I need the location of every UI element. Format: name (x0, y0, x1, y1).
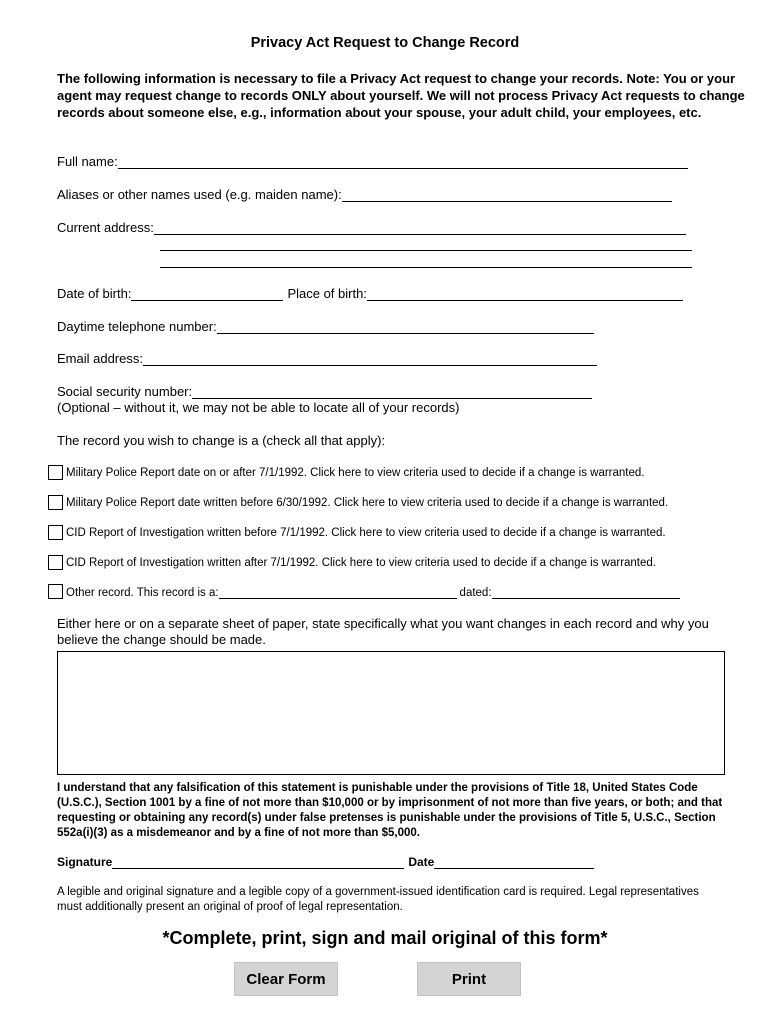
full-name-label: Full name: (57, 154, 118, 169)
daytime-phone-label: Daytime telephone number: (57, 319, 217, 334)
form-title: Privacy Act Request to Change Record (250, 35, 520, 51)
checkbox-row-other-record (48, 584, 680, 599)
place-of-birth-field[interactable] (367, 287, 683, 301)
clear-form-button[interactable]: Clear Form (234, 962, 338, 996)
address-line-1-field[interactable] (154, 221, 686, 235)
checkbox-row-mp-after-1992 (48, 465, 645, 480)
dob-label: Date of birth: (57, 286, 132, 301)
changes-prompt: Either here or on a separate sheet of paper, state specifically what you want changes in each record and why you believe the change should be made. (57, 616, 709, 647)
checkbox-label: Military Police Report date on or after 7/1/1992. Click here to view criteria used to decide if a change is warranted. (66, 466, 645, 479)
place-of-birth-label: Place of birth: (287, 286, 367, 301)
checkbox-label: CID Report of Investigation written after 7/1/1992. Click here to view criteria used to decide if a change is warranted. (66, 556, 656, 569)
aliases-field[interactable] (342, 188, 672, 202)
daytime-phone-field[interactable] (217, 320, 594, 334)
ssn-label: Social security number: (57, 384, 193, 399)
aliases-label: Aliases or other names used (e.g. maiden name): (57, 187, 342, 202)
instructions-callout: *Complete, print, sign and mail original of this form* (162, 928, 608, 948)
current-address-label: Current address: (57, 220, 154, 235)
phone-row (57, 319, 594, 334)
signature-row (57, 855, 594, 869)
full-name-row (57, 154, 688, 169)
aliases-row (57, 187, 672, 202)
signature-field[interactable] (112, 855, 404, 869)
checkbox-row-cid-after-1992 (48, 555, 656, 570)
mp-before-1992-checkbox[interactable] (48, 495, 63, 510)
signature-label: Signature (57, 855, 113, 869)
date-label: Date (408, 855, 435, 869)
print-button[interactable]: Print (417, 962, 521, 996)
checkbox-row-cid-before-1992 (48, 525, 666, 540)
checkbox-label: Military Police Report date written before 6/30/1992. Click here to view criteria used to decide if a change is warranted. (66, 496, 669, 509)
dob-field[interactable] (131, 287, 283, 301)
ssn-row (57, 384, 592, 399)
checkbox-label: CID Report of Investigation written before 7/1/1992. Click here to view criteria used to decide if a change is warranted. (66, 526, 666, 539)
other-record-date-field[interactable] (492, 587, 680, 599)
ssn-note: (Optional – without it, we may not be able to locate all of your records) (57, 400, 460, 415)
date-field[interactable] (434, 855, 594, 869)
cid-before-1992-checkbox[interactable] (48, 525, 63, 540)
intro-paragraph: The following information is necessary to file a Privacy Act request to change your records. Note: You or your agent may request change to records ONLY about yourself. We will not process Privacy Act requests to change records about someone else, e.g., information about your spouse, your adult child, your employees, etc. (57, 71, 745, 120)
other-record-checkbox[interactable] (48, 584, 63, 599)
mp-after-1992-checkbox[interactable] (48, 465, 63, 480)
email-label: Email address: (57, 351, 143, 366)
current-address-row (57, 220, 686, 235)
other-record-dated-label: dated: (459, 587, 492, 599)
record-prompt: The record you wish to change is a (check all that apply): (57, 433, 386, 448)
full-name-field[interactable] (118, 155, 688, 169)
other-record-label: Other record. This record is a: (66, 587, 219, 599)
birth-row (57, 286, 683, 301)
address-line-3-field[interactable] (160, 267, 692, 268)
ssn-field[interactable] (192, 385, 592, 399)
id-requirement-note: A legible and original signature and a legible copy of a government-issued identification card is required. Legal representatives must additionally present an original of proof of legal representation. (57, 886, 699, 913)
email-row (57, 351, 597, 366)
legal-statement: I understand that any falsification of this statement is punishable under the provisions of Title 18, United States Code (U.S.C.), Section 1001 by a fine of not more than $10,000 or by imprisonment of not more than five years, or both; and that requesting or obtaining any record(s) under false pretenses is punishable under the provisions of Title 5, U.S.C., Section 552a(i)(3) as a misdemeanor and by a fine of not more than $5,000. (57, 782, 723, 839)
other-record-field[interactable] (219, 587, 457, 599)
email-field[interactable] (143, 352, 597, 366)
checkbox-row-mp-before-1992 (48, 495, 668, 510)
address-line-2-field[interactable] (160, 250, 692, 251)
cid-after-1992-checkbox[interactable] (48, 555, 63, 570)
changes-textarea[interactable] (57, 651, 725, 775)
